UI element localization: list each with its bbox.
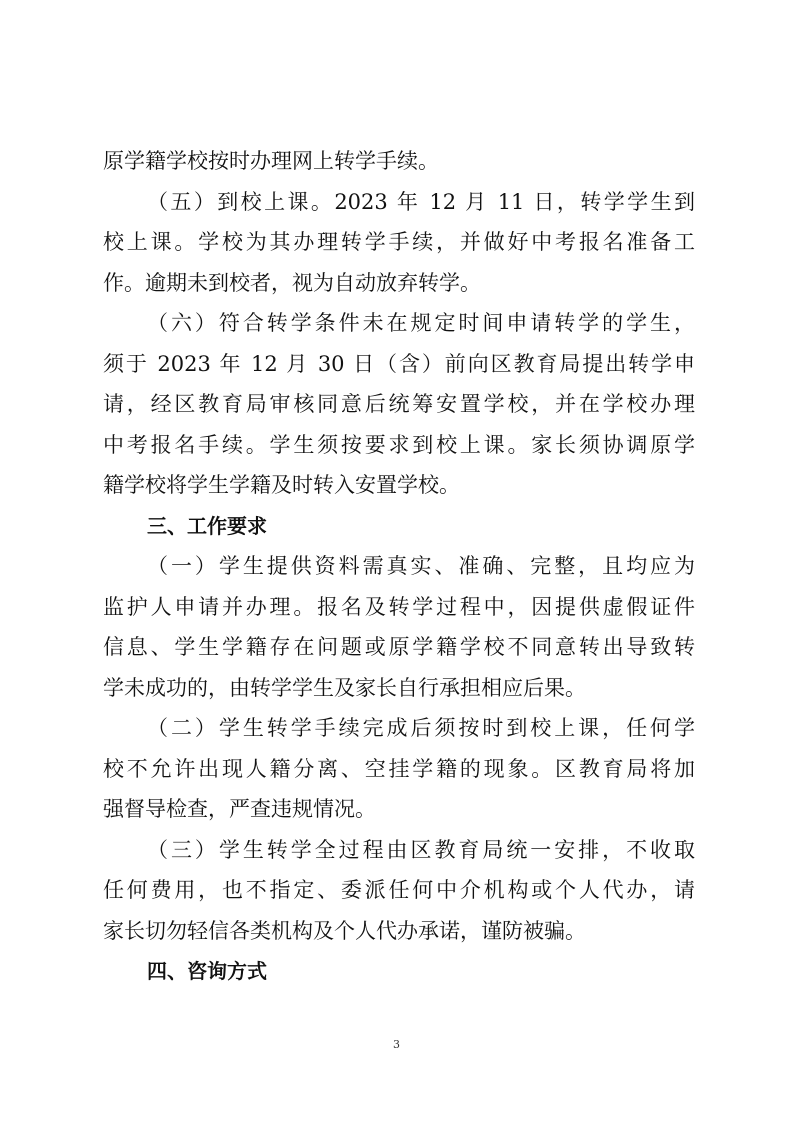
paragraph-item-6-line-4: 中考报名手续。学生须按要求到校上课。家长须协调原学	[103, 432, 695, 457]
paragraph-req-1-line-3: 信息、学生学籍存在问题或原学籍学校不同意转出导致转	[103, 635, 695, 659]
paragraph-item-6-line-1: （六）符合转学条件未在规定时间申请转学的学生，	[147, 311, 695, 335]
paragraph-item-6-line-2: 须于 2023 年 12 月 30 日（含）前向区教育局提出转学申	[103, 351, 695, 376]
paragraph-req-1-line-1: （一）学生提供资料需真实、准确、完整，且均应为	[147, 554, 695, 578]
section-heading-work-requirements: 三、工作要求	[147, 513, 267, 538]
paragraph-req-2-line-1: （二）学生转学手续完成后须按时到校上课，任何学	[147, 716, 695, 740]
section-heading-consultation: 四、咨询方式	[147, 959, 267, 983]
paragraph-req-1-line-4: 学未成功的，由转学学生及家长自行承担相应后果。	[103, 675, 586, 700]
paragraph-item-6-line-5: 籍学校将学生学籍及时转入安置学校。	[103, 473, 460, 497]
paragraph-item-5-line-2: 校上课。学校为其办理转学手续，并做好中考报名准备工	[103, 230, 695, 254]
document-body	[103, 141, 695, 992]
paragraph-req-3-line-3: 家长切勿轻信各类机构及个人代办承诺，谨防被骗。	[103, 918, 586, 943]
paragraph-req-3-line-1: （三）学生转学全过程由区教育局统一安排，不收取	[147, 837, 695, 862]
paragraph-req-2-line-2: 校不允许出现人籍分离、空挂学籍的现象。区教育局将加	[103, 756, 695, 781]
paragraph-item-5-line-3: 作。逾期未到校者，视为自动放弃转学。	[103, 270, 481, 295]
paragraph-req-1-line-2: 监护人申请并办理。报名及转学过程中，因提供虚假证件	[103, 594, 695, 619]
paragraph-req-3-line-2: 任何费用，也不指定、委派任何中介机构或个人代办，请	[103, 878, 695, 902]
page-number: 3	[393, 1038, 400, 1051]
paragraph-req-2-line-3: 强督导检查，严查违规情况。	[103, 797, 376, 821]
paragraph-item-5-line-1: （五）到校上课。2023 年 12 月 11 日，转学学生到	[147, 189, 695, 214]
paragraph-item-6-line-3: 请，经区教育局审核同意后统筹安置学校，并在学校办理	[103, 392, 695, 416]
paragraph-continuation: 原学籍学校按时办理网上转学手续。	[103, 149, 439, 173]
